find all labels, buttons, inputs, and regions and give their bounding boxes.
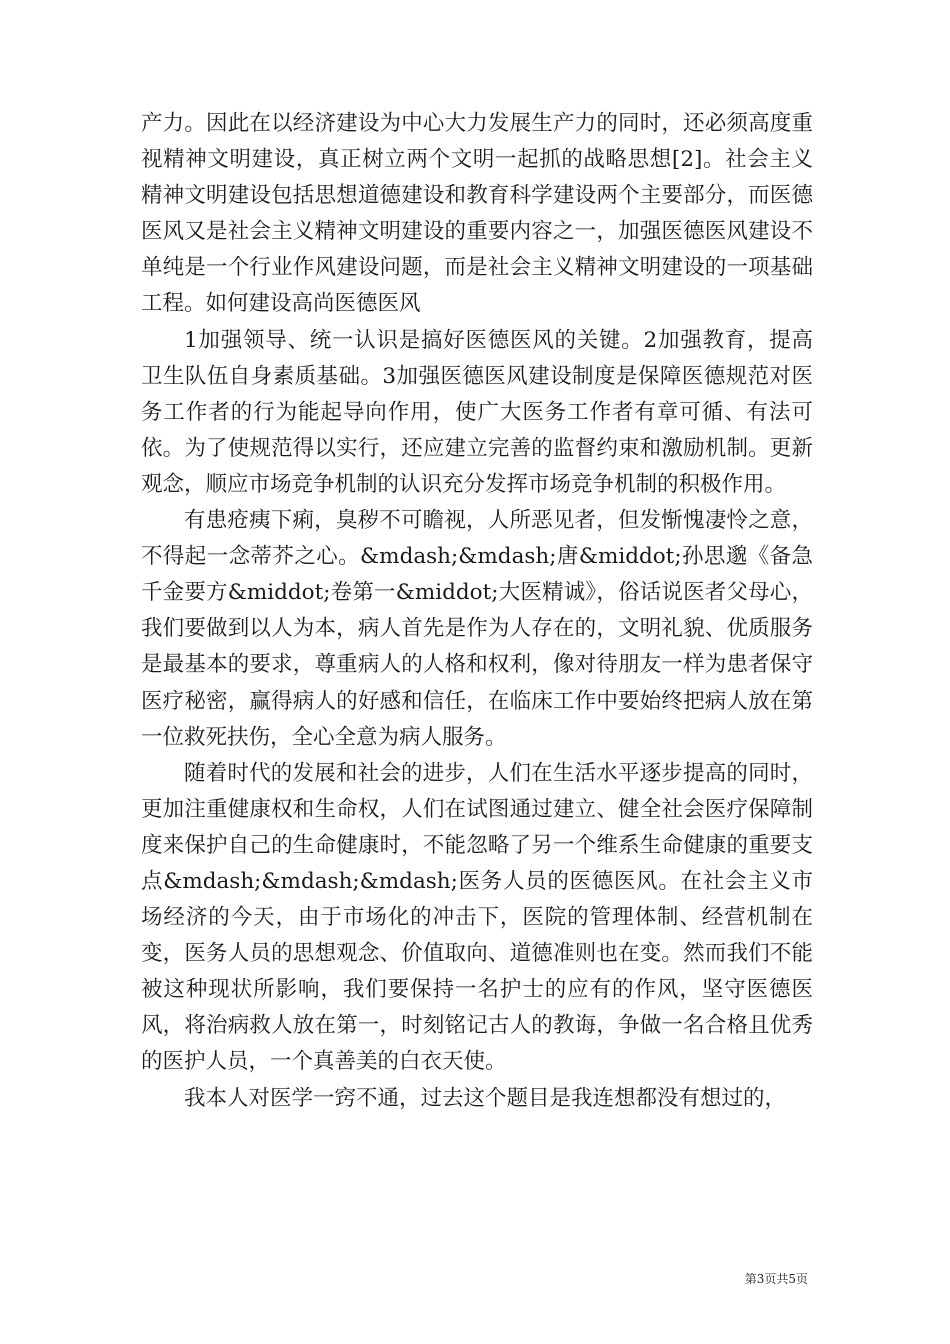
paragraph-measures: 1加强领导、统一认识是搞好医德医风的关键。2加强教育，提高卫生队伍自身素质基础。3加强医德医风建设制度是保障医德规范对医务工作者的行为能起导向作用，使广大医务工作者有章可循、有法可依。为了使规范得以实行，还应建立完善的监督约束和激励机制。更新观念，顺应市场竞争机制的认识充分发挥市场竞争机制的积极作用。	[141, 327, 813, 497]
page-number: 第3页共5页	[744, 1272, 808, 1286]
paragraph-quotation: 有患疮痍下痢，臭秽不可瞻视，人所恶见者，但发惭愧凄怜之意，不得起一念蒂芥之心。&mdash;&mdash;唐&middot;孙思邈《备急千金要方&middot;卷第一&middot;大医精诚》，俗话说医者父母心，我们要做到以人为本，病人首先是作为人存在的，文明礼貌、优质服务是最基本的要求，尊重病人的人格和权利，像对待朋友一样为患者保守医疗秘密，赢得病人的好感和信任，在临床工作中要始终把病人放在第一位救死扶伤，全心全意为病人服务。	[141, 508, 813, 750]
paragraph-social-development: 随着时代的发展和社会的进步，人们在生活水平逐步提高的同时，更加注重健康权和生命权，人们在试图通过建立、健全社会医疗保障制度来保护自己的生命健康时，不能忽略了另一个维系生命健康的重要支点&mdash;&mdash;&mdash;医务人员的医德医风。在社会主义市场经济的今天，由于市场化的冲击下，医院的管理体制、经营机制在变，医务人员的思想观念、价值取向、道德准则也在变。然而我们不能被这种现状所影响，我们要保持一名护士的应有的作风，坚守医德医风，将治病救人放在第一，时刻铭记古人的教诲，争做一名合格且优秀的医护人员，一个真善美的白衣天使。	[141, 760, 813, 1075]
paragraph-continuation: 产力。因此在以经济建设为中心大力发展生产力的同时，还必须高度重视精神文明建设，真正树立两个文明一起抓的战略思想[2]。社会主义精神文明建设包括思想道德建设和教育科学建设两个主要部分，而医德医风又是社会主义精神文明建设的重要内容之一，加强医德医风建设不单纯是一个行业作风建设问题，而是社会主义精神文明建设的一项基础工程。如何建设高尚医德医风	[141, 111, 813, 317]
document-body	[141, 106, 813, 1117]
paragraph-personal: 我本人对医学一窍不通，过去这个题目是我连想都没有想过的，	[184, 1085, 787, 1111]
